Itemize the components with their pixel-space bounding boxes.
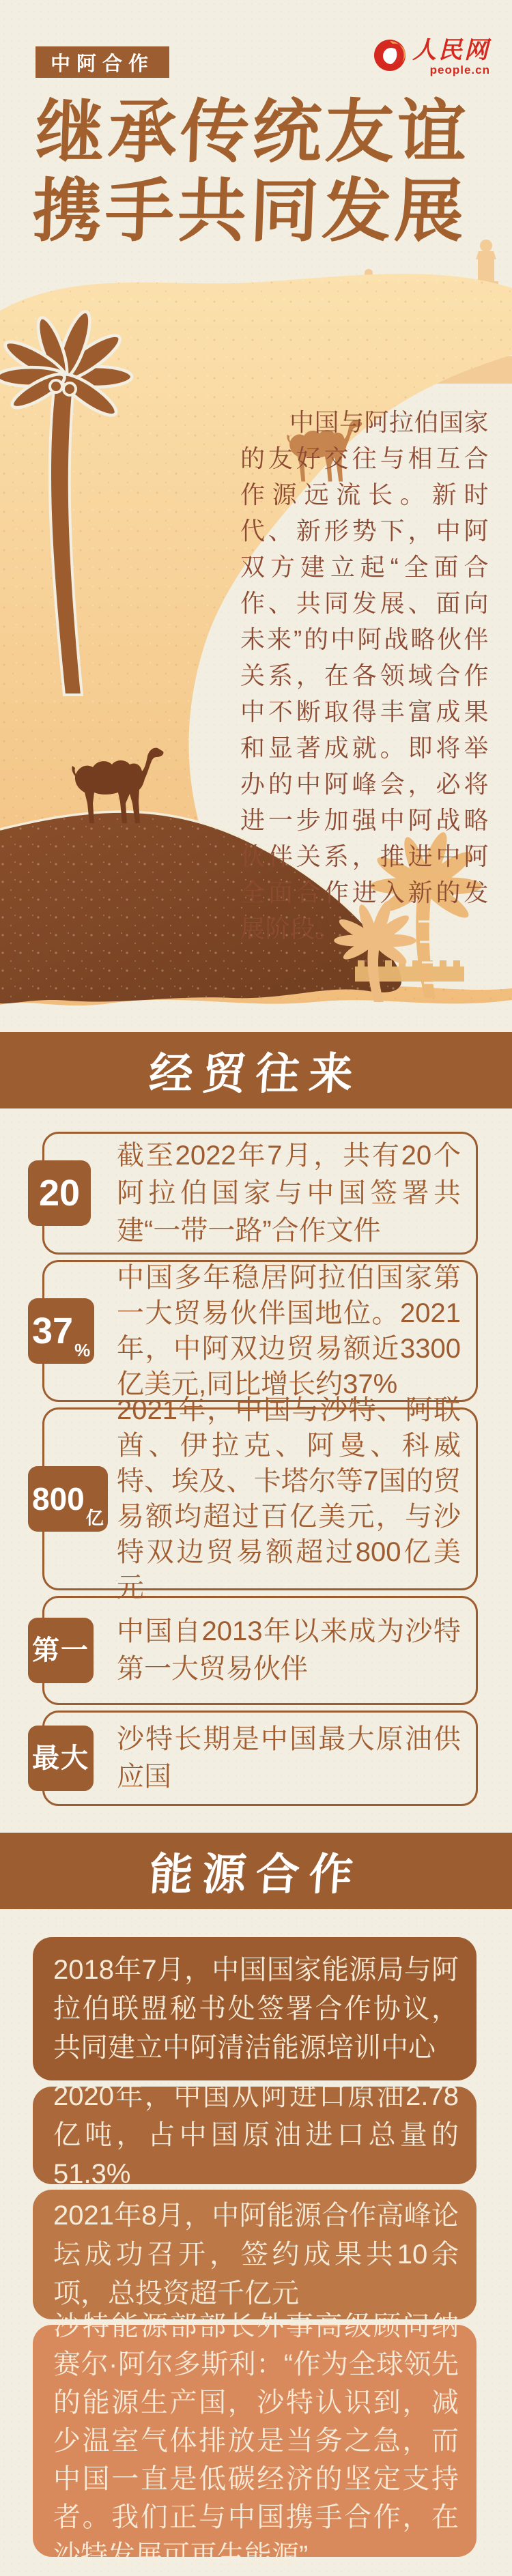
page-title-line1: 继承传统友谊 xyxy=(34,94,471,171)
section-banner-energy xyxy=(0,1833,512,1909)
stat-badge-37-percent: 37 % xyxy=(28,1298,94,1364)
energy-card-saudi-adviser-quote: 沙特能源部部长外事高级顾问纳赛尔·阿尔多斯利：“作为全球领先的能源生产国，沙特认识到，减少温室气体排放是当务之急，而中国一直是低碳经济的坚定支持者。我们正与中国携手合作，在沙特发展可再生能源” xyxy=(33,2325,477,2557)
section-title-energy: 能源合作 xyxy=(147,1850,365,1899)
energy-card-2018-training-center: 2018年7月，中国国家能源局与阿拉伯联盟秘书处签署合作协议，共同建立中阿清洁能源培训中心 xyxy=(33,1937,477,2080)
logo-site-name-en: people.cn xyxy=(429,63,490,76)
peoples-daily-logo xyxy=(373,38,490,76)
trade-card-text: 截至2022年7月，共有20个阿拉伯国家与中国签署共建“一带一路”合作文件 xyxy=(117,1140,461,1246)
trade-card-text: 2021年，中国与沙特、阿联酋、伊拉克、阿曼、科威特、埃及、卡塔尔等7国的贸易额均超过百亿美元，与沙特双边贸易额超过800亿美元 xyxy=(117,1395,461,1603)
trade-card-text: 中国自2013年以来成为沙特第一大贸易伙伴 xyxy=(117,1616,461,1684)
trade-card-text: 中国多年稳居阿拉伯国家第一大贸易伙伴国地位。2021年，中阿双边贸易额近3300亿美元,同比增长约37% xyxy=(117,1263,461,1399)
logo-site-name-cn: 人民网 xyxy=(412,37,490,63)
page-title-line2: 携手共同发展 xyxy=(31,173,468,250)
section-title-trade: 经贸往来 xyxy=(147,1049,365,1098)
topic-badge-label: 中阿合作 xyxy=(50,53,154,75)
section-banner-trade xyxy=(0,1032,512,1108)
trade-card-belt-and-road xyxy=(38,1132,478,1255)
stat-badge-first: 第一 xyxy=(28,1618,94,1683)
energy-card-2021-summit-forum: 2021年8月，中阿能源合作高峰论坛成功召开，签约成果共10余项，总投资超千亿元 xyxy=(33,2190,477,2319)
peoples-daily-logo-icon xyxy=(373,38,407,72)
topic-badge xyxy=(35,46,169,78)
trade-card-text: 沙特长期是中国最大原油供应国 xyxy=(117,1724,461,1792)
trade-card-first-partner xyxy=(32,1596,478,1705)
stat-badge-largest: 最大 xyxy=(28,1726,94,1791)
trade-card-largest-supplier xyxy=(32,1711,478,1806)
stat-badge-800-yi: 800 亿 xyxy=(28,1466,108,1532)
stat-badge-20: 20 xyxy=(28,1160,91,1226)
peoples-daily-logo-text xyxy=(412,38,490,76)
page-title xyxy=(31,93,471,251)
energy-card-2020-crude-imports: 2020年，中国从阿进口原油2.78亿吨，占中国原油进口总量的51.3% xyxy=(33,2087,477,2184)
trade-card-800-billion xyxy=(32,1395,478,1603)
intro-paragraph: 中国与阿拉伯国家的友好交往与相互合作源远流长。新时代、新形势下，中阿双方建立起“全面合作、共同发展、面向未来”的中阿战略伙伴关系，在各领域合作中不断取得丰富成果和显著成就。即将举办的中阿峰会，必将进一步加强中阿战略伙伴关系，推进中阿全面合作进入新的发展阶段。 xyxy=(240,408,489,943)
